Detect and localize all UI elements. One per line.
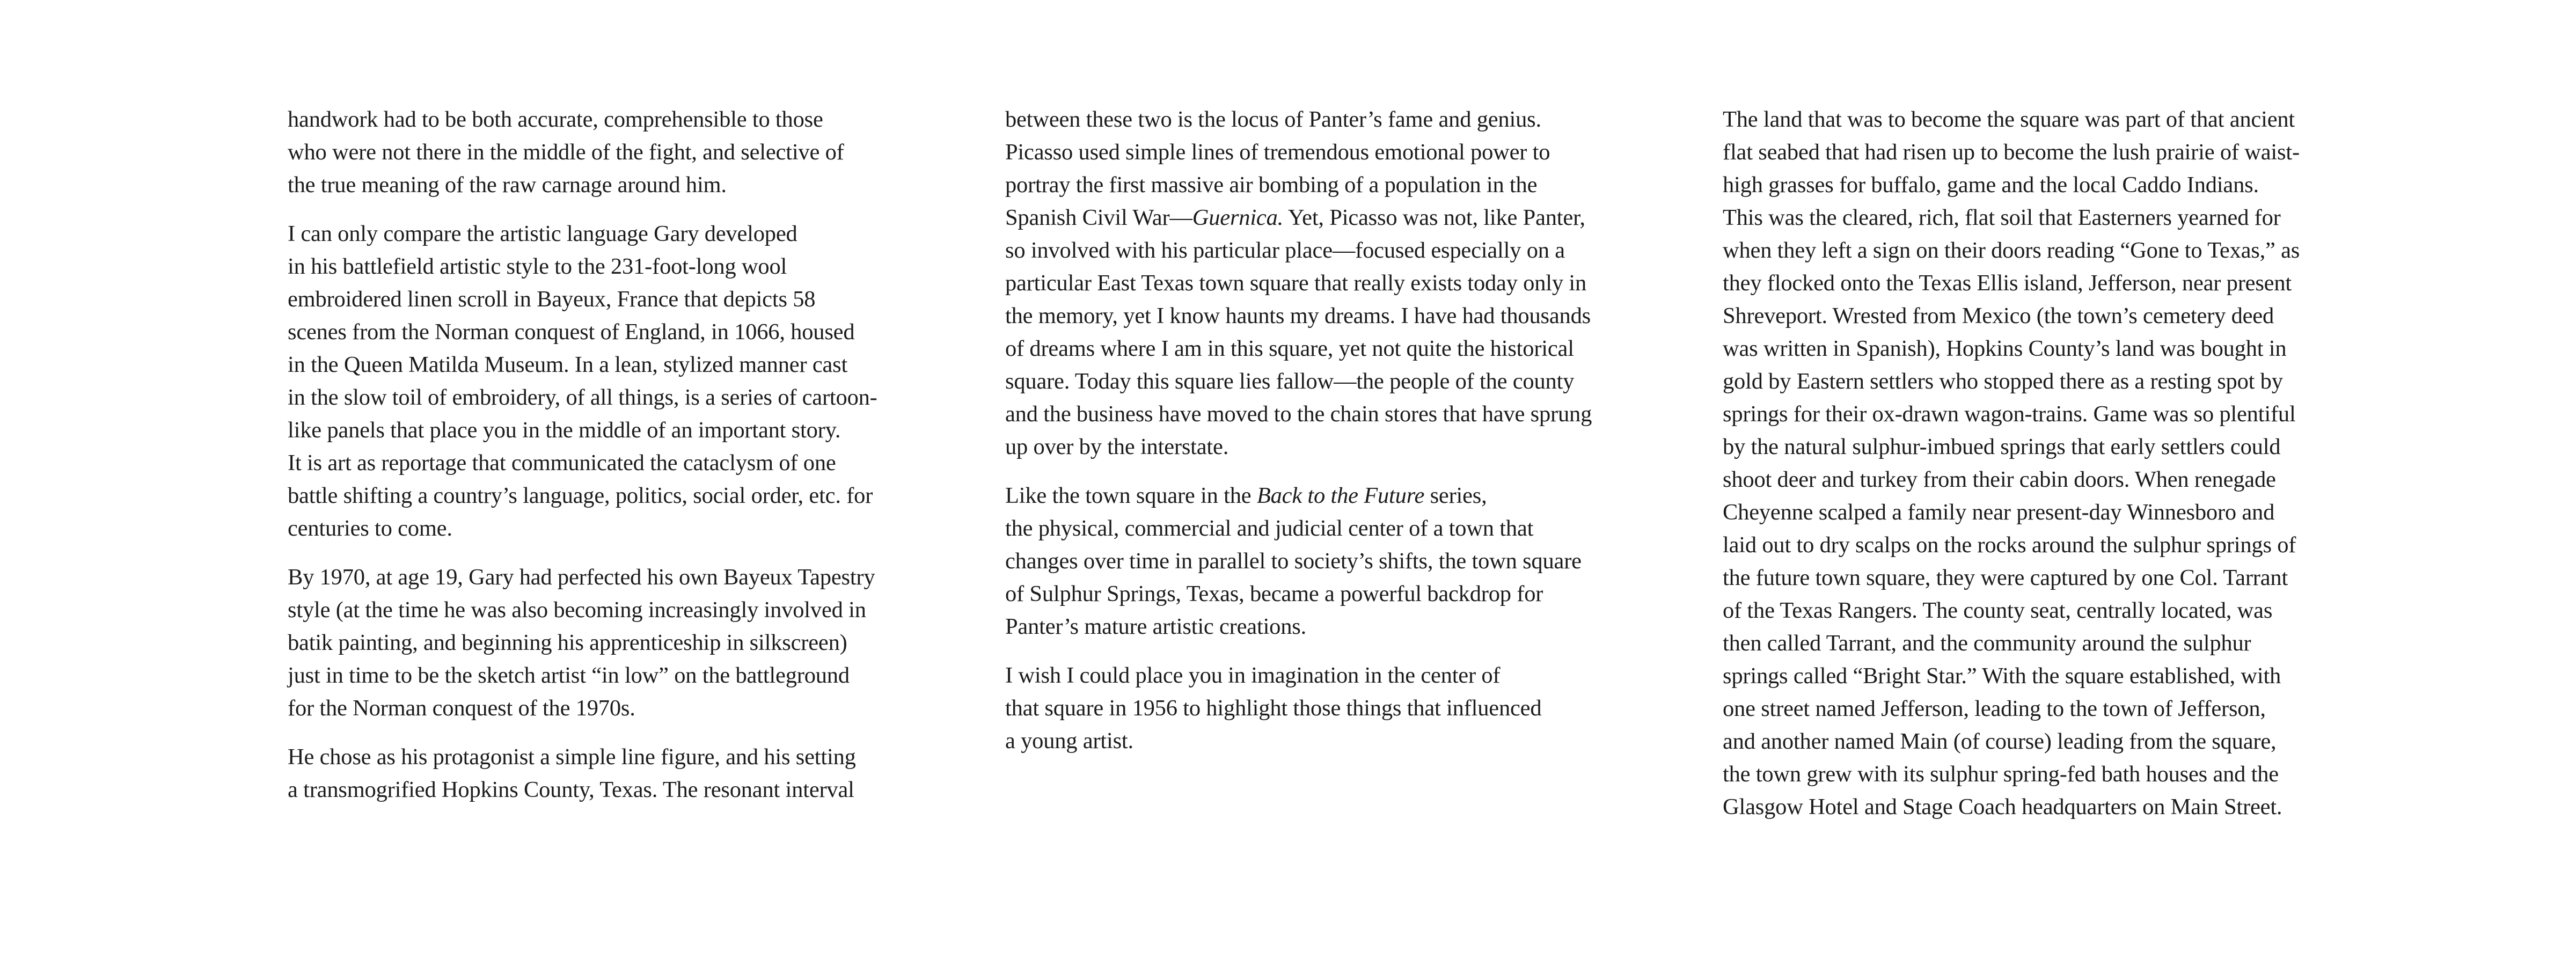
paragraph xyxy=(1005,659,1681,757)
text-line: that square in 1956 to highlight those things that influenced xyxy=(1005,696,1542,721)
paragraph xyxy=(288,741,964,806)
italic-title-back-to-the-future: Back to the Future xyxy=(1256,483,1425,508)
text-line: style (at the time he was also becoming increasingly involved in xyxy=(288,597,866,623)
text-column-right xyxy=(1723,103,2399,839)
text-line: springs for their ox-drawn wagon-trains. Game was so plentiful xyxy=(1723,401,2296,427)
text-line: Shreveport. Wrested from Mexico (the town’s cemetery deed xyxy=(1723,303,2274,328)
text-line: I wish I could place you in imagination in the center of xyxy=(1005,663,1501,688)
text-line: just in time to be the sketch artist “in low” on the battleground xyxy=(288,663,850,688)
text-line: centuries to come. xyxy=(288,516,452,541)
text-line: of the Texas Rangers. The county seat, centrally located, was xyxy=(1723,598,2273,623)
text-line: scenes from the Norman conquest of England, in 1066, housed xyxy=(288,319,855,345)
text-line: the physical, commercial and judicial center of a town that xyxy=(1005,516,1534,541)
text-line: of Sulphur Springs, Texas, became a powerful backdrop for xyxy=(1005,581,1543,606)
text-line: changes over time in parallel to society’s shifts, the town square xyxy=(1005,548,1582,574)
text-line: batik painting, and beginning his apprenticeship in silkscreen) xyxy=(288,630,847,655)
text-line: who were not there in the middle of the fight, and selective of xyxy=(288,140,844,165)
text-line: Panter’s mature artistic creations. xyxy=(1005,614,1307,639)
text-line: This was the cleared, rich, flat soil that Easterners yearned for xyxy=(1723,205,2281,230)
text-line: particular East Texas town square that really exists today only in xyxy=(1005,270,1587,296)
text-line: I can only compare the artistic language Gary developed xyxy=(288,221,797,246)
text-line: by the natural sulphur-imbued springs that early settlers could xyxy=(1723,434,2281,459)
text-line: Picasso used simple lines of tremendous emotional power to xyxy=(1005,140,1550,165)
paragraph xyxy=(288,103,964,201)
text-line: in his battlefield artistic style to the 231-foot-long wool xyxy=(288,254,787,279)
text-line: so involved with his particular place—focused especially on a xyxy=(1005,238,1565,263)
paragraph xyxy=(288,217,964,545)
text-line: high grasses for buffalo, game and the local Caddo Indians. xyxy=(1723,172,2259,197)
text-line: The land that was to become the square was part of that ancient xyxy=(1723,107,2295,132)
text-line: in the slow toil of embroidery, of all things, is a series of cartoon- xyxy=(288,385,877,410)
paragraph xyxy=(288,561,964,724)
text-line: embroidered linen scroll in Bayeux, France that depicts 58 xyxy=(288,287,816,312)
text-line: square. Today this square lies fallow—the people of the county xyxy=(1005,369,1575,394)
paragraph xyxy=(1005,103,1681,463)
paragraph xyxy=(1723,103,2399,823)
text-line: the future town square, they were captured by one Col. Tarrant xyxy=(1723,565,2288,590)
text-line: battle shifting a country’s language, politics, social order, etc. for xyxy=(288,483,873,508)
text-line: they flocked onto the Texas Ellis island, Jefferson, near present xyxy=(1723,270,2292,296)
text-line xyxy=(1005,201,1681,234)
text-line: was written in Spanish), Hopkins County’s land was bought in xyxy=(1723,336,2287,361)
text-line: up over by the interstate. xyxy=(1005,434,1229,459)
text-line: in the Queen Matilda Museum. In a lean, stylized manner cast xyxy=(288,352,848,377)
text-line: between these two is the locus of Panter’s fame and genius. xyxy=(1005,107,1541,132)
text-line: like panels that place you in the middle of an important story. xyxy=(288,418,841,443)
text-line: for the Norman conquest of the 1970s. xyxy=(288,696,635,721)
text-line: Glasgow Hotel and Stage Coach headquarters on Main Street. xyxy=(1723,794,2282,819)
text-column-left xyxy=(288,103,964,822)
text-line xyxy=(1005,479,1681,512)
text-line: the town grew with its sulphur spring-fed bath houses and the xyxy=(1723,762,2279,787)
text-line: flat seabed that had risen up to become the lush prairie of waist- xyxy=(1723,140,2300,165)
text-line: Cheyenne scalped a family near present-day Winnesboro and xyxy=(1723,500,2275,525)
text-line: springs called “Bright Star.” With the square established, with xyxy=(1723,663,2281,689)
text-line: By 1970, at age 19, Gary had perfected his own Bayeux Tapestry xyxy=(288,565,875,590)
text-line: handwork had to be both accurate, comprehensible to those xyxy=(288,107,823,132)
text-line: shoot deer and turkey from their cabin doors. When renegade xyxy=(1723,467,2276,492)
text-run: Like the town square in the xyxy=(1005,483,1257,508)
paragraph xyxy=(1005,479,1681,643)
text-line: then called Tarrant, and the community around the sulphur xyxy=(1723,631,2251,656)
text-line: one street named Jefferson, leading to the town of Jefferson, xyxy=(1723,696,2266,721)
text-line: the true meaning of the raw carnage around him. xyxy=(288,172,727,197)
text-run: series, xyxy=(1424,483,1487,508)
text-line: laid out to dry scalps on the rocks around the sulphur springs of xyxy=(1723,532,2296,558)
text-line: a transmogrified Hopkins County, Texas. The resonant interval xyxy=(288,777,854,802)
text-run: Spanish Civil War— xyxy=(1005,205,1192,230)
text-line: and another named Main (of course) leading from the square, xyxy=(1723,729,2277,754)
text-line: when they left a sign on their doors reading “Gone to Texas,” as xyxy=(1723,238,2300,263)
italic-title-guernica: Guernica. xyxy=(1192,205,1284,230)
text-line: He chose as his protagonist a simple line figure, and his setting xyxy=(288,744,856,770)
text-line: a young artist. xyxy=(1005,728,1133,753)
text-run: Yet, Picasso was not, like Panter, xyxy=(1283,205,1585,230)
text-column-middle xyxy=(1005,103,1681,773)
text-line: gold by Eastern settlers who stopped there as a resting spot by xyxy=(1723,369,2283,394)
text-line: It is art as reportage that communicated the cataclysm of one xyxy=(288,450,836,475)
text-line: of dreams where I am in this square, yet not quite the historical xyxy=(1005,336,1574,361)
text-line: portray the first massive air bombing of a population in the xyxy=(1005,172,1538,197)
text-line: and the business have moved to the chain stores that have sprung xyxy=(1005,401,1592,427)
text-line: the memory, yet I know haunts my dreams. I have had thousands xyxy=(1005,303,1591,328)
